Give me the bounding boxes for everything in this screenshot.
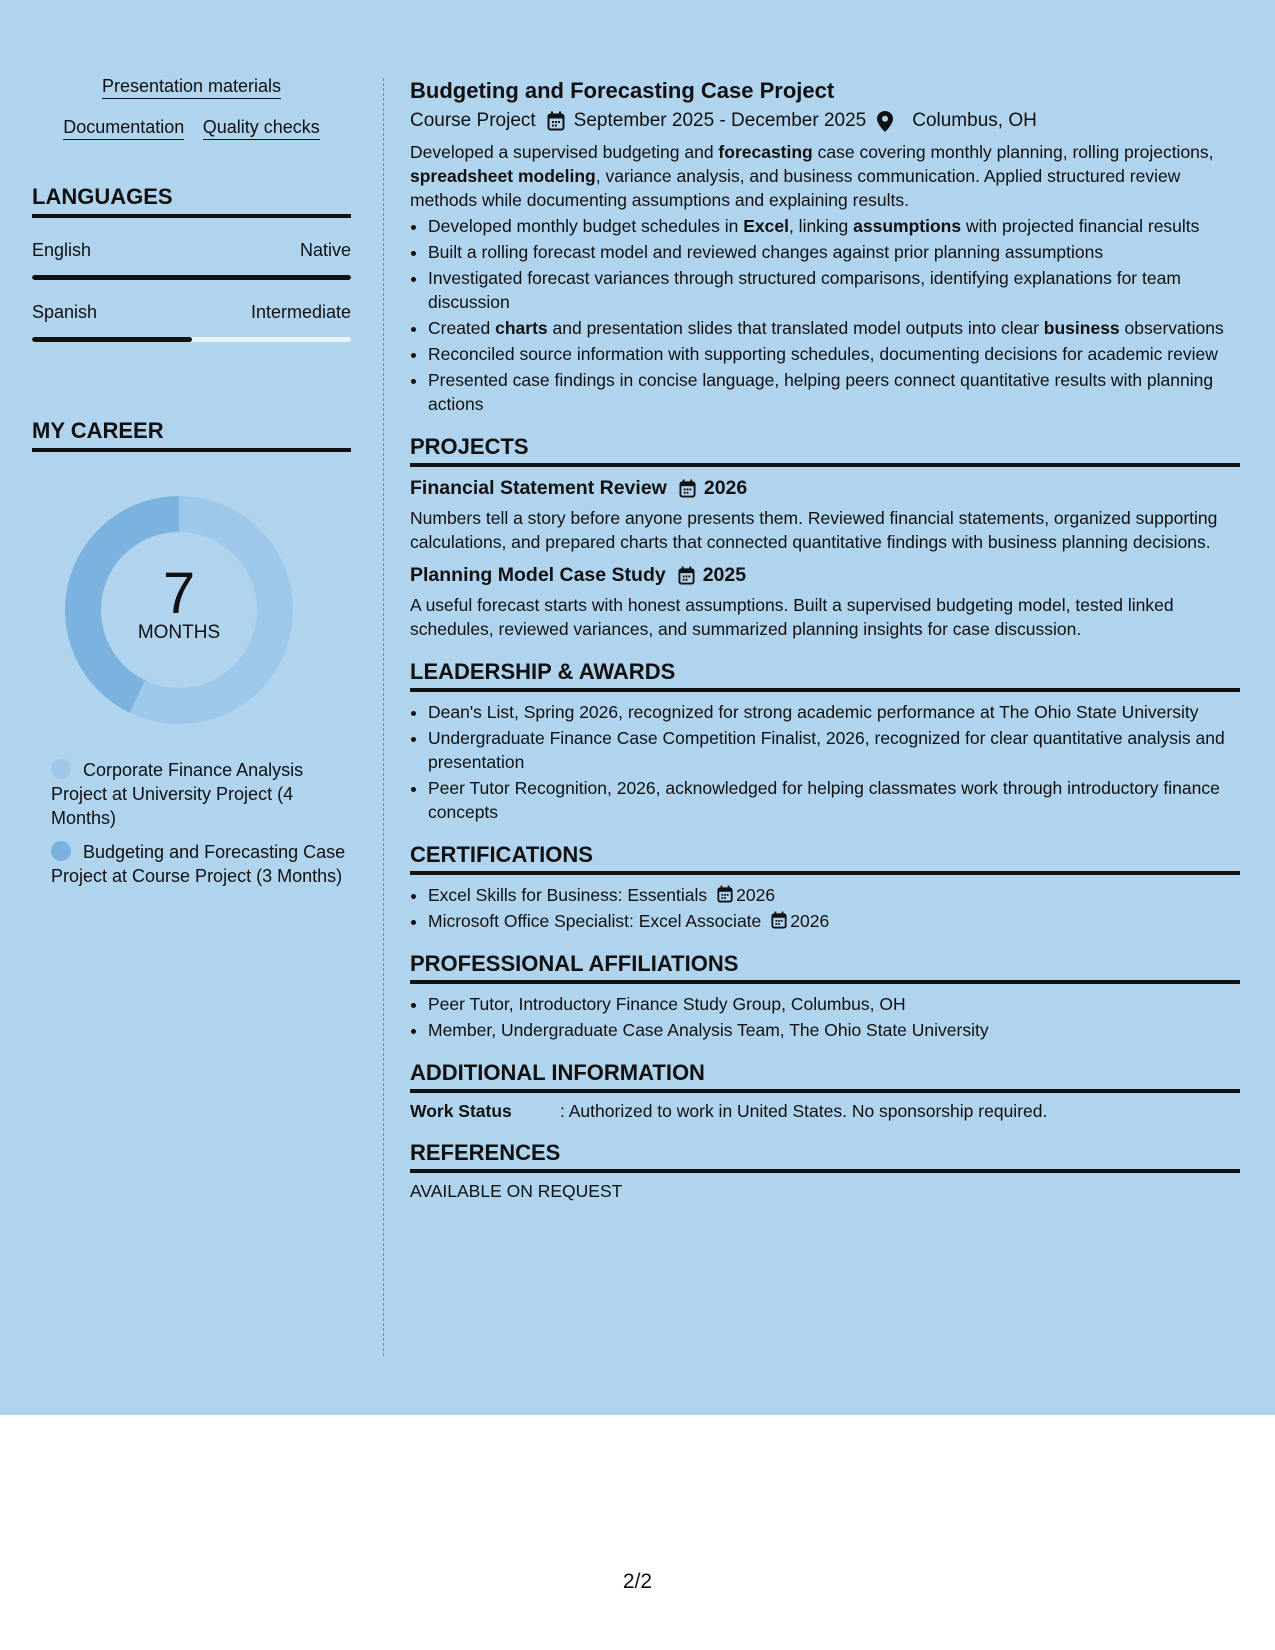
project-entry — [410, 477, 1240, 554]
project-entry — [410, 564, 1240, 641]
project-description: Numbers tell a story before anyone presents them. Reviewed financial statements, organized supporting calculations, and prepared charts that connected quantitative findings with business planning decisions. — [410, 508, 1218, 552]
certification-year: 2026 — [736, 885, 776, 905]
experience-dates: September 2025 - December 2025 — [573, 110, 867, 131]
additional-info-heading: ADDITIONAL INFORMATION — [410, 1060, 1240, 1093]
experience-bullets — [410, 214, 1240, 416]
references-heading: REFERENCES — [410, 1140, 1240, 1173]
language-proficiency-bar — [32, 275, 351, 280]
experience-bullet: • Presented case findings in concise language, helping peers connect quantitative results with planning actions — [428, 368, 1240, 416]
language-name: English — [32, 240, 92, 260]
language-proficiency-fill — [32, 337, 192, 342]
work-status-value: : Authorized to work in United States. No sponsorship required. — [560, 1101, 1048, 1121]
language-level: Native — [299, 240, 351, 260]
leadership-item: • Peer Tutor Recognition, 2026, acknowledged for helping classmates work through introductory finance concepts — [428, 776, 1240, 824]
legend-dot-icon — [51, 759, 71, 779]
affiliation-item: • Member, Undergraduate Case Analysis Team, The Ohio State University — [428, 1018, 1240, 1042]
career-total-unit: MONTHS — [137, 622, 221, 643]
affiliations-list — [410, 992, 1240, 1042]
certification-year: 2026 — [790, 911, 830, 931]
career-legend-item — [51, 758, 351, 830]
certification-item — [428, 883, 1240, 907]
experience-bullet: • Investigated forecast variances through structured comparisons, identifying explanations for team discussion — [428, 266, 1240, 314]
languages-heading: LANGUAGES — [32, 184, 351, 218]
certifications-list — [410, 883, 1240, 933]
career-legend-text: Budgeting and Forecasting Case Project at Course Project (3 Months) — [51, 842, 346, 886]
calendar-icon — [678, 566, 695, 585]
main-column — [410, 78, 1240, 1202]
references-text: AVAILABLE ON REQUEST — [410, 1181, 623, 1201]
leadership-item: • Undergraduate Finance Case Competition Finalist, 2026, recognized for clear quantitative analysis and presentation — [428, 726, 1240, 774]
leadership-item: • Dean's List, Spring 2026, recognized for strong academic performance at The Ohio State University — [428, 700, 1240, 724]
work-status-row — [410, 1101, 1240, 1122]
career-legend-text: Corporate Finance Analysis Project at University Project (4 Months) — [51, 760, 304, 828]
skill-tag: Presentation materials — [102, 76, 281, 99]
project-description: A useful forecast starts with honest assumptions. Built a supervised budgeting model, tested linked schedules, reviewed variances, and summarized planning insights for case discussion. — [410, 595, 1174, 639]
calendar-icon — [547, 111, 565, 131]
career-total-months: 7 — [162, 561, 196, 626]
experience-bullet: • Built a rolling forecast model and reviewed changes against prior planning assumptions — [428, 240, 1240, 264]
calendar-icon — [771, 911, 787, 929]
project-year: 2026 — [703, 477, 748, 499]
certification-name: Excel Skills for Business: Essentials — [428, 885, 708, 905]
sidebar — [32, 76, 351, 898]
career-legend-item — [51, 840, 351, 888]
experience-description: Developed a supervised budgeting and forecasting case covering monthly planning, rolling projections, spreadsheet modeling, variance analysis, and business communication. Applied structured review methods while documenting assumptions and explaining results. — [410, 142, 1214, 210]
experience-bullet: • Reconciled source information with supporting schedules, documenting decisions for academic review — [428, 342, 1240, 366]
calendar-icon — [717, 885, 733, 903]
skill-tag: Documentation — [63, 117, 184, 140]
experience-bullet: • Developed monthly budget schedules in Excel, linking assumptions with projected financial results — [428, 214, 1240, 238]
affiliation-item: • Peer Tutor, Introductory Finance Study Group, Columbus, OH — [428, 992, 1240, 1016]
skill-tag: Quality checks — [203, 117, 320, 140]
column-divider — [383, 78, 384, 1356]
experience-title: Budgeting and Forecasting Case Project — [410, 78, 835, 103]
project-year: 2025 — [702, 564, 747, 586]
certification-item — [428, 909, 1240, 933]
language-name: Spanish — [32, 302, 98, 322]
language-level: Intermediate — [250, 302, 351, 322]
skill-tags-row-1 — [32, 76, 351, 99]
project-title: Planning Model Case Study — [410, 564, 666, 586]
language-english — [32, 240, 351, 280]
certifications-heading: CERTIFICATIONS — [410, 842, 1240, 875]
experience-location: Columbus, OH — [912, 110, 1037, 131]
experience-entry — [410, 78, 1240, 416]
calendar-icon — [679, 479, 696, 498]
legend-dot-icon — [51, 841, 71, 861]
page-number: 2/2 — [622, 1570, 653, 1593]
career-heading: MY CAREER — [32, 418, 351, 452]
skill-tags-row-2 — [32, 117, 351, 140]
work-status-label: Work Status — [410, 1101, 512, 1121]
leadership-list — [410, 700, 1240, 824]
leadership-heading: LEADERSHIP & AWARDS — [410, 659, 1240, 692]
project-title: Financial Statement Review — [410, 477, 667, 499]
language-proficiency-bar — [32, 337, 351, 342]
language-proficiency-fill — [32, 275, 351, 280]
experience-meta — [410, 110, 1240, 132]
location-pin-icon — [877, 111, 893, 132]
experience-type: Course Project — [410, 110, 536, 131]
language-spanish — [32, 302, 351, 342]
career-legend — [32, 758, 351, 888]
projects-heading: PROJECTS — [410, 434, 1240, 467]
experience-bullet: • Created charts and presentation slides that translated model outputs into clear business observations — [428, 316, 1240, 340]
career-donut-chart — [65, 496, 293, 724]
affiliations-heading: PROFESSIONAL AFFILIATIONS — [410, 951, 1240, 984]
certification-name: Microsoft Office Specialist: Excel Associate — [428, 911, 762, 931]
